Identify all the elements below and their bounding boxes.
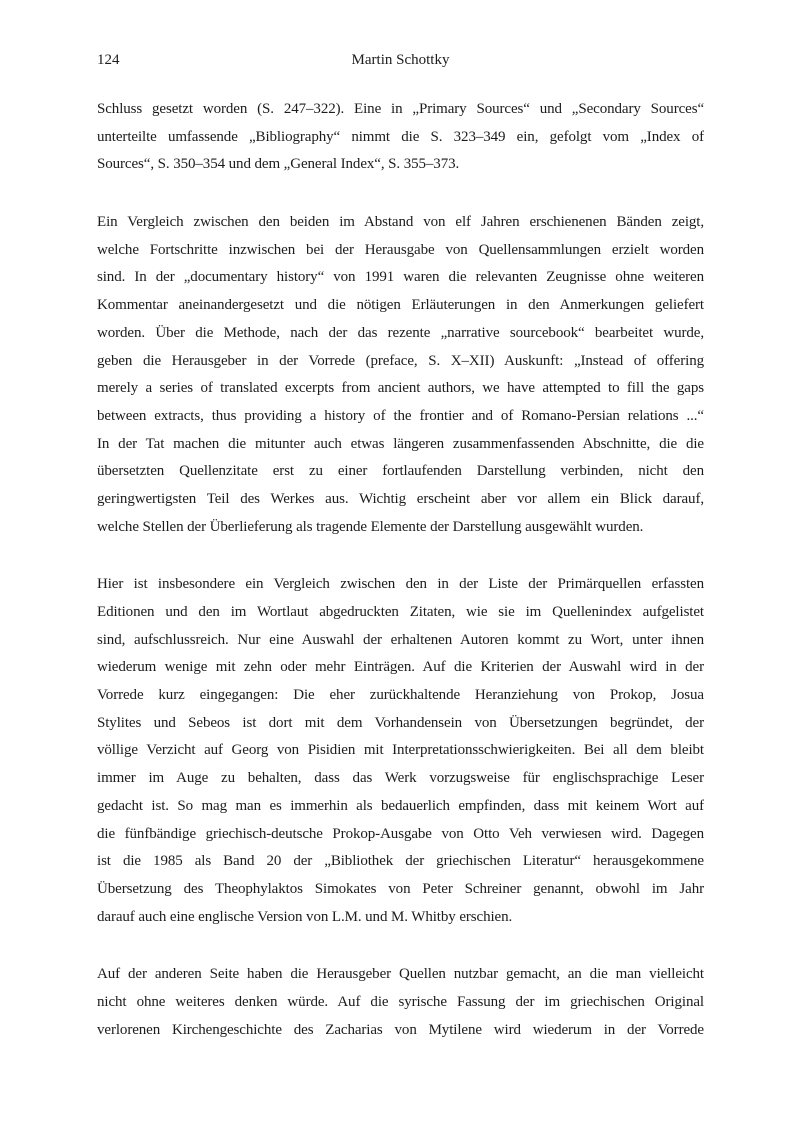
text-line: Auf der anderen Seite haben die Herausgeber Quellen nutzbar gemacht, an die man vielleicht <box>97 966 704 983</box>
text-line: Editionen und den im Wortlaut abgedruckten Zitaten, wie sie im Quellenindex aufgelistet <box>97 604 704 620</box>
text-line: Übersetzung des Theophylaktos Simokates von Peter Schreiner genannt, obwohl im Jahr <box>97 880 704 897</box>
running-head: Martin Schottky <box>351 52 450 68</box>
text-line: worden. Über die Methode, nach der das rezente „narrative sourcebook“ bearbeitet wurde, <box>97 324 704 341</box>
text-line: völlige Verzicht auf Georg von Pisidien mit Interpretationsschwierigkeiten. Bei all dem bleibt <box>97 742 704 759</box>
text-line: darauf auch eine englische Version von L.M. und M. Whitby erschien. <box>97 908 513 925</box>
text-line: gedacht ist. So mag man es immerhin als bedauerlich empfinden, dass mit keinem Wort auf <box>97 797 704 814</box>
text-line: Hier ist insbesondere ein Vergleich zwischen den in der Liste der Primärquellen erfassten <box>97 576 704 593</box>
text-line: between extracts, thus providing a history of the frontier and of Romano-Persian relations ...“ <box>97 407 704 424</box>
text-line: ist die 1985 als Band 20 der „Bibliothek der griechischen Literatur“ herausgekommene <box>97 853 704 870</box>
text-line: übersetzten Quellenzitate erst zu einer fortlaufenden Darstellung verbinden, nicht den <box>97 463 704 480</box>
text-line: sind. In der „documentary history“ von 1991 waren die relevanten Zeugnisse ohne weiteren <box>97 269 704 286</box>
text-line: merely a series of translated excerpts from ancient authors, we have attempted to fill the gaps <box>97 380 704 397</box>
text-line: die fünfbändige griechisch-deutsche Prokop-Ausgabe von Otto Veh verwiesen wird. Dagegen <box>97 825 704 842</box>
page-content <box>97 46 704 1044</box>
text-line: Kommentar aneinandergesetzt und die nötigen Erläuterungen in den Anmerkungen geliefert <box>97 297 704 314</box>
text-line: Sources“, S. 350–354 und dem „General Index“, S. 355–373. <box>97 156 460 173</box>
text-line: geben die Herausgeber in der Vorrede (preface, S. X–XII) Auskunft: „Instead of offering <box>97 352 704 369</box>
text-line: immer im Auge zu behalten, dass das Werk vorzugsweise für englischsprachige Leser <box>97 770 704 787</box>
text-line: Schluss gesetzt worden (S. 247–322). Eine in „Primary Sources“ und „Secondary Sources“ <box>97 101 704 117</box>
paragraph-1 <box>97 96 704 179</box>
paragraph-2 <box>97 209 704 541</box>
text-line: Stylites und Sebeos ist dort mit dem Vorhandensein von Übersetzungen begründet, der <box>97 714 704 731</box>
text-line: nicht ohne weiteres denken würde. Auf die syrische Fassung der im griechischen Original <box>97 993 704 1010</box>
text-line: In der Tat machen die mitunter auch etwas längeren zusammenfassenden Abschnitte, die die <box>97 435 704 452</box>
page-number: 124 <box>97 52 120 68</box>
text-line: sind, aufschlussreich. Nur eine Auswahl der erhaltenen Autoren kommt zu Wort, unter ihnen <box>97 631 704 648</box>
text-line: unterteilte umfassende „Bibliography“ nimmt die S. 323–349 ein, gefolgt vom „Index of <box>97 128 704 145</box>
text-line: verlorenen Kirchengeschichte des Zacharias von Mytilene wird wiederum in der Vorrede <box>97 1021 704 1038</box>
text-line: Ein Vergleich zwischen den beiden im Abstand von elf Jahren erschienenen Bänden zeigt, <box>97 214 704 231</box>
paragraph-3 <box>97 571 704 931</box>
paragraph-4 <box>97 961 704 1044</box>
text-line: welche Stellen der Überlieferung als tragende Elemente der Darstellung ausgewählt wurden. <box>97 518 644 535</box>
text-line: geringwertigsten Teil des Werkes aus. Wichtig erscheint aber vor allem ein Blick darauf, <box>97 490 704 507</box>
text-line: wiederum wenige mit zehn oder mehr Einträgen. Auf die Kriterien der Auswahl wird in der <box>97 659 704 676</box>
text-line: welche Fortschritte inzwischen bei der Herausgabe von Quellensammlungen erzielt worden <box>97 241 704 258</box>
text-line: Vorrede kurz eingegangen: Die eher zurückhaltende Heranziehung von Prokop, Josua <box>97 687 704 704</box>
page-header <box>97 46 704 74</box>
